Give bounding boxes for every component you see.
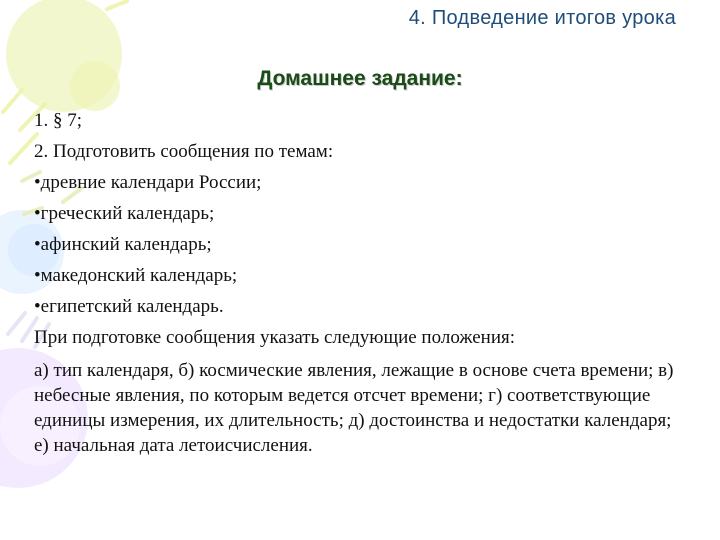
section-title: 4. Подведение итогов урока	[408, 7, 676, 29]
homework-item-paragraph-number: 1. § 7;	[34, 110, 83, 131]
report-requirements-heading: При подготовке сообщения указать следующие положения:	[34, 327, 516, 348]
homework-topic-athenian-calendar: •афинский календарь;	[34, 234, 212, 255]
homework-item-report-topics: 2. Подготовить сообщения по темам:	[34, 141, 334, 162]
homework-heading: Домашнее задание:	[257, 67, 463, 90]
homework-topic-egyptian-calendar: •египетский календарь.	[34, 296, 224, 317]
homework-content	[34, 110, 694, 458]
homework-topic-macedonian-calendar: •македонский календарь;	[34, 265, 238, 286]
homework-topic-greek-calendar: •греческий календарь;	[34, 203, 215, 224]
report-requirements-details: а) тип календаря, б) космические явления, лежащие в основе счета времени; в) небесные явления, по которым ведется отсчет времени; г) соответствующие единицы измерения, их длительность; д) достоинства и недостатки календаря; е) начальная дата летоисчисления.	[34, 360, 674, 456]
slide-header	[0, 0, 720, 40]
homework-topic-russian-calendars: •древние календари России;	[34, 172, 262, 193]
